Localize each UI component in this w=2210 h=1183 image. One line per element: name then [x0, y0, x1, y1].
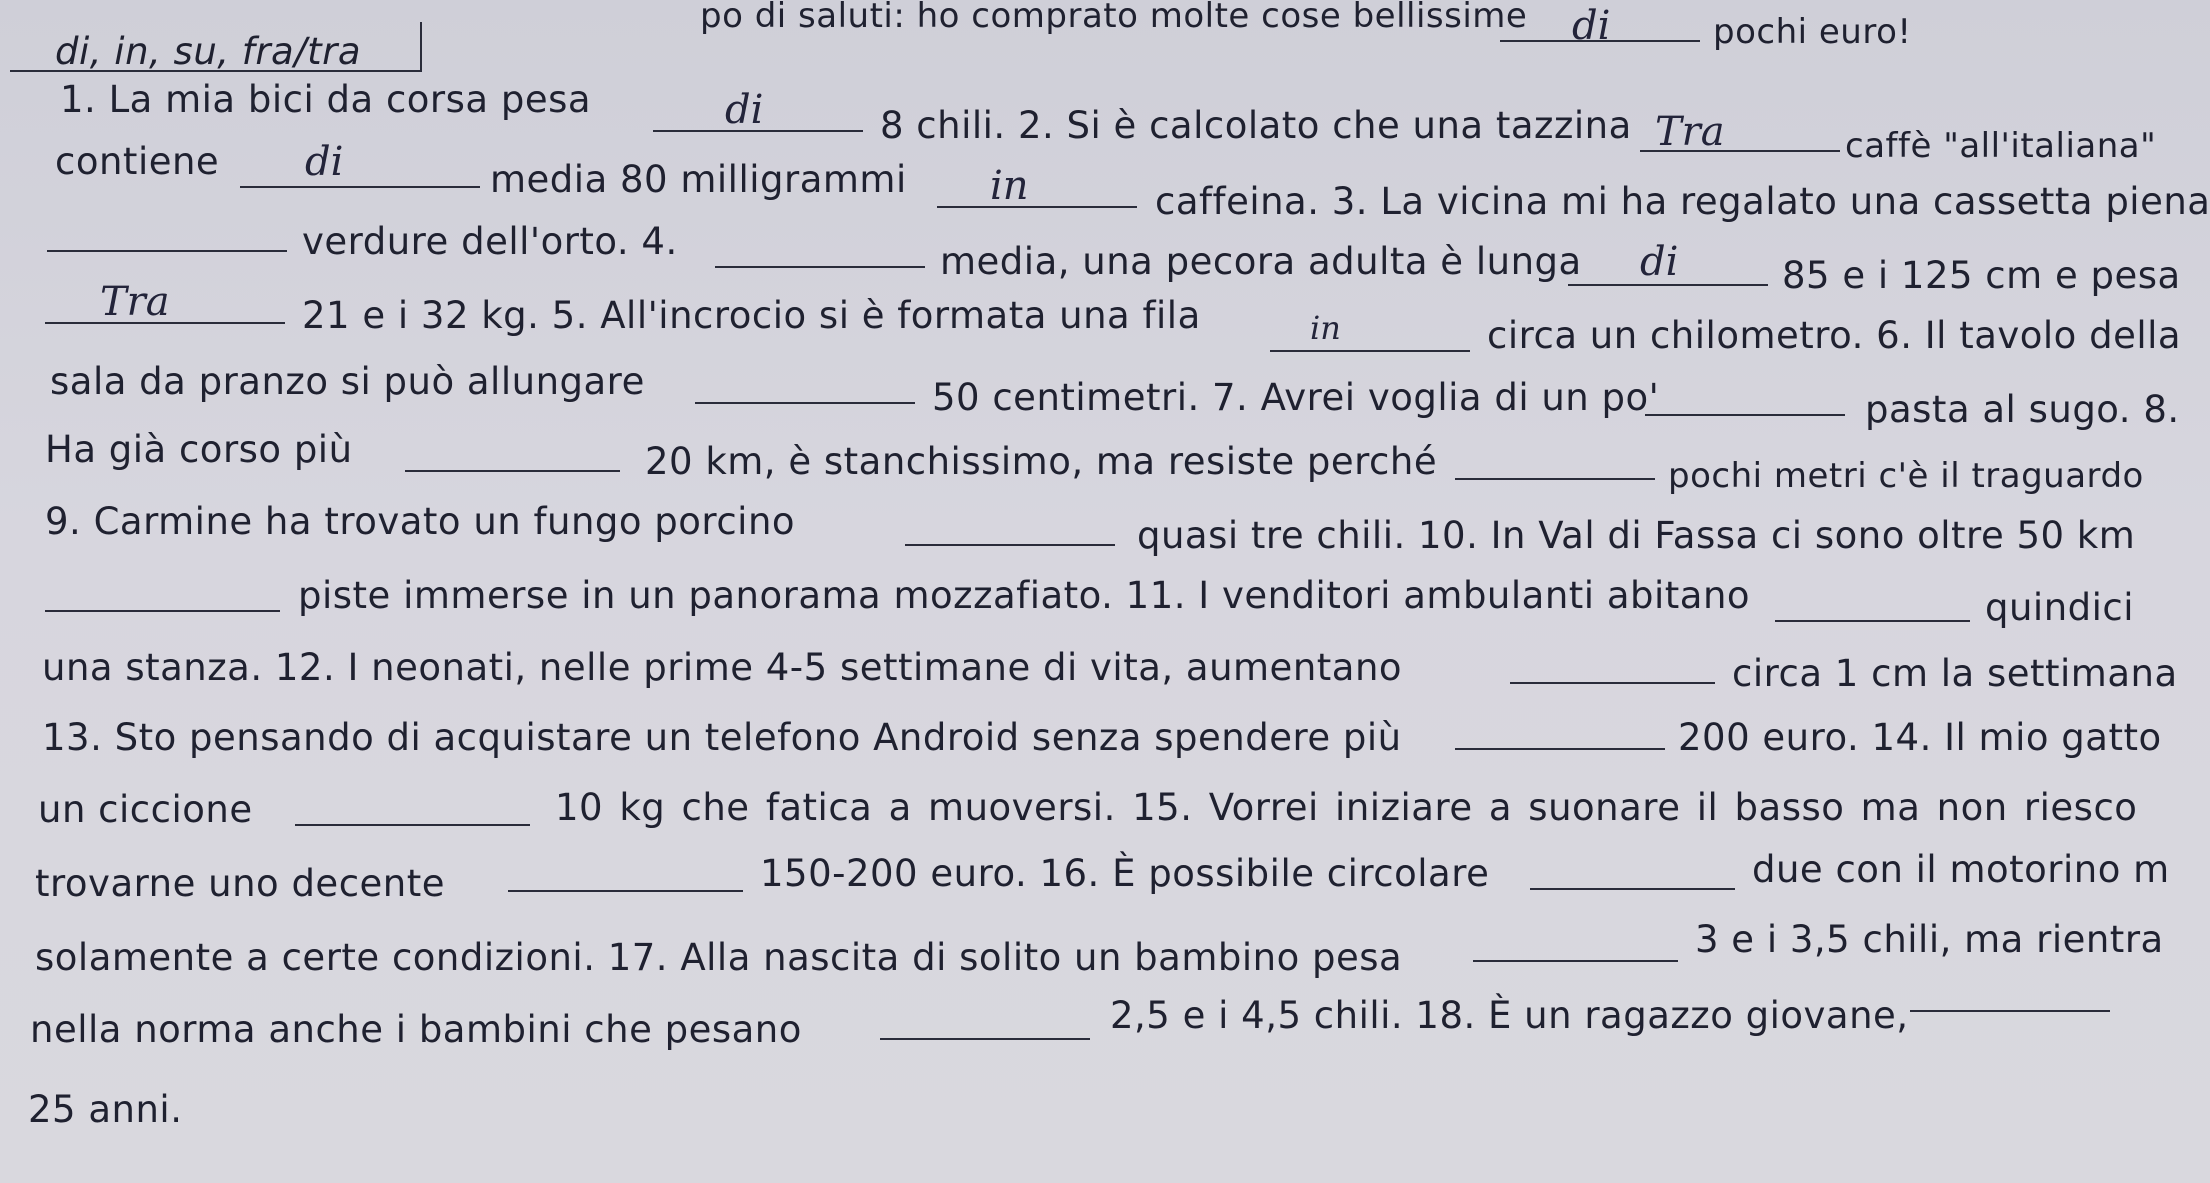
answer-blank[interactable]: [880, 1038, 1090, 1040]
answer-blank[interactable]: [1645, 414, 1845, 416]
exercise-line-3b: media, una pecora adulta è lunga: [940, 240, 1582, 283]
exercise-line-13b: 3 e i 3,5 chili, ma rientra: [1695, 918, 2164, 961]
exercise-line-12c: due con il motorino m: [1752, 848, 2170, 891]
answer-blank[interactable]: [1910, 1010, 2110, 1012]
exercise-line-13a: solamente a certe condizioni. 17. Alla nascita di solito un bambino pesa: [35, 936, 1403, 979]
exercise-line-7b: quasi tre chili. 10. In Val di Fassa ci sono oltre 50 km: [1137, 514, 2136, 557]
answer-blank[interactable]: [47, 250, 287, 252]
answer-blank[interactable]: [1775, 620, 1970, 622]
top-line-left: po di saluti: ho comprato molte cose bellissime: [700, 0, 1528, 36]
handwritten-answer: in: [990, 163, 1029, 209]
exercise-line-1a: 1. La mia bici da corsa pesa: [60, 78, 592, 121]
answer-blank[interactable]: [1510, 682, 1715, 684]
exercise-line-5b: 50 centimetri. 7. Avrei voglia di un po': [932, 376, 1660, 419]
handwritten-answer: di: [1572, 3, 1611, 49]
answer-blank[interactable]: [405, 470, 620, 472]
exercise-line-14b: 2,5 e i 4,5 chili. 18. È un ragazzo giovane,: [1110, 994, 1909, 1037]
exercise-line-12b: 150-200 euro. 16. È possibile circolare: [760, 852, 1490, 895]
exercise-line-2a: contiene: [55, 140, 220, 183]
exercise-line-5a: sala da pranzo si può allungare: [50, 360, 645, 403]
exercise-line-6c: pochi metri c'è il traguardo: [1668, 456, 2144, 496]
exercise-line-8b: quindici: [1985, 586, 2135, 629]
handwritten-answer: di: [725, 87, 764, 133]
exercise-line-14a: nella norma anche i bambini che pesano: [30, 1008, 802, 1051]
handwritten-answer: di: [1640, 239, 1679, 285]
exercise-line-2b: media 80 milligrammi: [490, 158, 907, 201]
answer-blank[interactable]: [1473, 960, 1678, 962]
exercise-line-9b: circa 1 cm la settimana: [1732, 652, 2178, 695]
exercise-line-8a: piste immerse in un panorama mozzafiato. 11. I venditori ambulanti abitano: [298, 574, 1751, 617]
answer-blank[interactable]: [1270, 350, 1470, 352]
answer-blank[interactable]: [295, 824, 530, 826]
answer-blank[interactable]: [240, 186, 480, 188]
answer-blank[interactable]: [1530, 888, 1735, 890]
answer-blank[interactable]: [45, 610, 280, 612]
exercise-line-3a: verdure dell'orto. 4.: [302, 220, 678, 263]
exercise-line-4a: 21 e i 32 kg. 5. All'incrocio si è formata una fila: [302, 294, 1201, 337]
handwritten-answer: di: [305, 139, 344, 185]
answer-blank[interactable]: [1455, 478, 1655, 480]
header-prepositions: di, in, su, fra/tra: [55, 30, 362, 73]
handwritten-answer: Tra: [100, 279, 170, 325]
exercise-line-1b: 8 chili. 2. Si è calcolato che una tazzina: [880, 104, 1632, 147]
exercise-line-3c: 85 e i 125 cm e pesa: [1782, 254, 2181, 297]
exercise-line-15a: 25 anni.: [28, 1088, 183, 1131]
answer-blank[interactable]: [715, 266, 925, 268]
exercise-line-6a: Ha già corso più: [45, 428, 353, 471]
exercise-line-2c: caffeina. 3. La vicina mi ha regalato una cassetta piena: [1155, 180, 2210, 223]
exercise-line-4b: circa un chilometro. 6. Il tavolo della: [1487, 314, 2182, 357]
answer-blank[interactable]: [1455, 748, 1665, 750]
exercise-line-9a: una stanza. 12. I neonati, nelle prime 4-5 settimane di vita, aumentano: [42, 646, 1403, 689]
exercise-line-1c: caffè "all'italiana": [1845, 126, 2157, 166]
handwritten-answer: in: [1310, 309, 1341, 347]
answer-blank[interactable]: [905, 544, 1115, 546]
handwritten-answer: Tra: [1655, 109, 1725, 155]
answer-blank[interactable]: [508, 890, 743, 892]
exercise-line-12a: trovarne uno decente: [35, 862, 446, 905]
exercise-line-10b: 200 euro. 14. Il mio gatto: [1678, 716, 2162, 759]
exercise-line-6b: 20 km, è stanchissimo, ma resiste perché: [645, 440, 1438, 483]
exercise-line-11b: 10 kg che fatica a muoversi. 15. Vorrei iniziare a suonare il basso ma non riesco: [555, 786, 2138, 829]
exercise-line-7a: 9. Carmine ha trovato un fungo porcino: [45, 500, 796, 543]
exercise-line-5c: pasta al sugo. 8.: [1865, 388, 2180, 431]
exercise-line-11a: un ciccione: [38, 788, 253, 831]
answer-blank[interactable]: [937, 206, 1137, 208]
top-line-right: pochi euro!: [1713, 12, 1912, 52]
answer-blank[interactable]: [695, 402, 915, 404]
exercise-line-10a: 13. Sto pensando di acquistare un telefono Android senza spendere più: [42, 716, 1402, 759]
